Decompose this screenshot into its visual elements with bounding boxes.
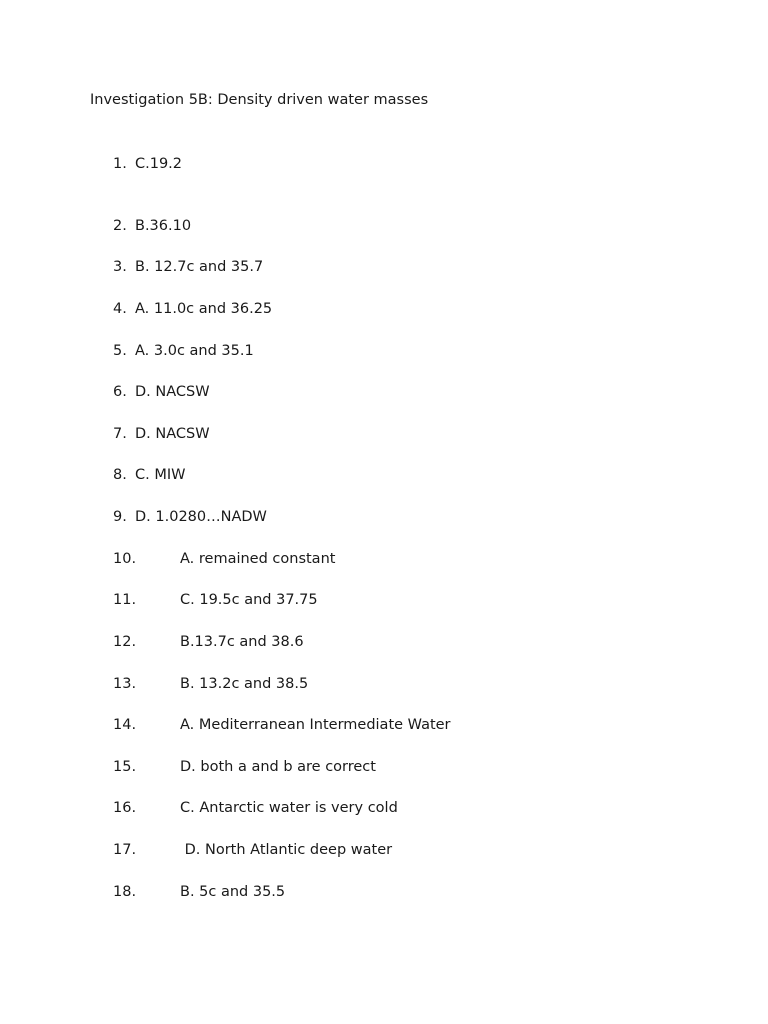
answer-text: C. Antarctic water is very cold xyxy=(180,800,398,816)
answer-number: 10. xyxy=(113,551,137,567)
answer-text: A. 11.0c and 36.25 xyxy=(135,301,273,317)
answer-text: D. 1.0280…NADW xyxy=(135,509,267,525)
answer-text: B. 12.7c and 35.7 xyxy=(135,259,264,275)
answer-number: 8. xyxy=(113,467,127,483)
answer-text: B. 5c and 35.5 xyxy=(180,884,286,900)
document-title: Investigation 5B: Density driven water masses xyxy=(90,92,429,108)
answer-number: 13. xyxy=(113,676,137,692)
answer-text: D. NACSW xyxy=(135,426,210,442)
answer-text: C. 19.5c and 37.75 xyxy=(180,592,318,608)
answer-number: 5. xyxy=(113,343,127,359)
answer-number: 9. xyxy=(113,509,127,525)
answer-number: 17. xyxy=(113,842,137,858)
answer-number: 15. xyxy=(113,759,137,775)
answer-number: 14. xyxy=(113,717,137,733)
answer-text: A. Mediterranean Intermediate Water xyxy=(180,717,451,733)
answer-text: D. NACSW xyxy=(135,384,210,400)
answer-text: B. 13.2c and 38.5 xyxy=(180,676,309,692)
answer-number: 2. xyxy=(113,218,127,234)
answer-number: 7. xyxy=(113,426,127,442)
answer-text: B.36.10 xyxy=(135,218,192,234)
answer-number: 1. xyxy=(113,156,127,172)
answer-text: A. remained constant xyxy=(180,551,336,567)
answer-text: C. MIW xyxy=(135,467,186,483)
answer-number: 3. xyxy=(113,259,127,275)
answer-number: 18. xyxy=(113,884,137,900)
answer-text: C.19.2 xyxy=(135,156,183,172)
answer-number: 4. xyxy=(113,301,127,317)
answer-text: D. North Atlantic deep water xyxy=(180,842,393,858)
answer-text: B.13.7c and 38.6 xyxy=(180,634,304,650)
answer-text: A. 3.0c and 35.1 xyxy=(135,343,254,359)
answer-text: D. both a and b are correct xyxy=(180,759,376,775)
answer-number: 6. xyxy=(113,384,127,400)
answer-number: 11. xyxy=(113,592,137,608)
answer-number: 12. xyxy=(113,634,137,650)
answer-number: 16. xyxy=(113,800,137,816)
